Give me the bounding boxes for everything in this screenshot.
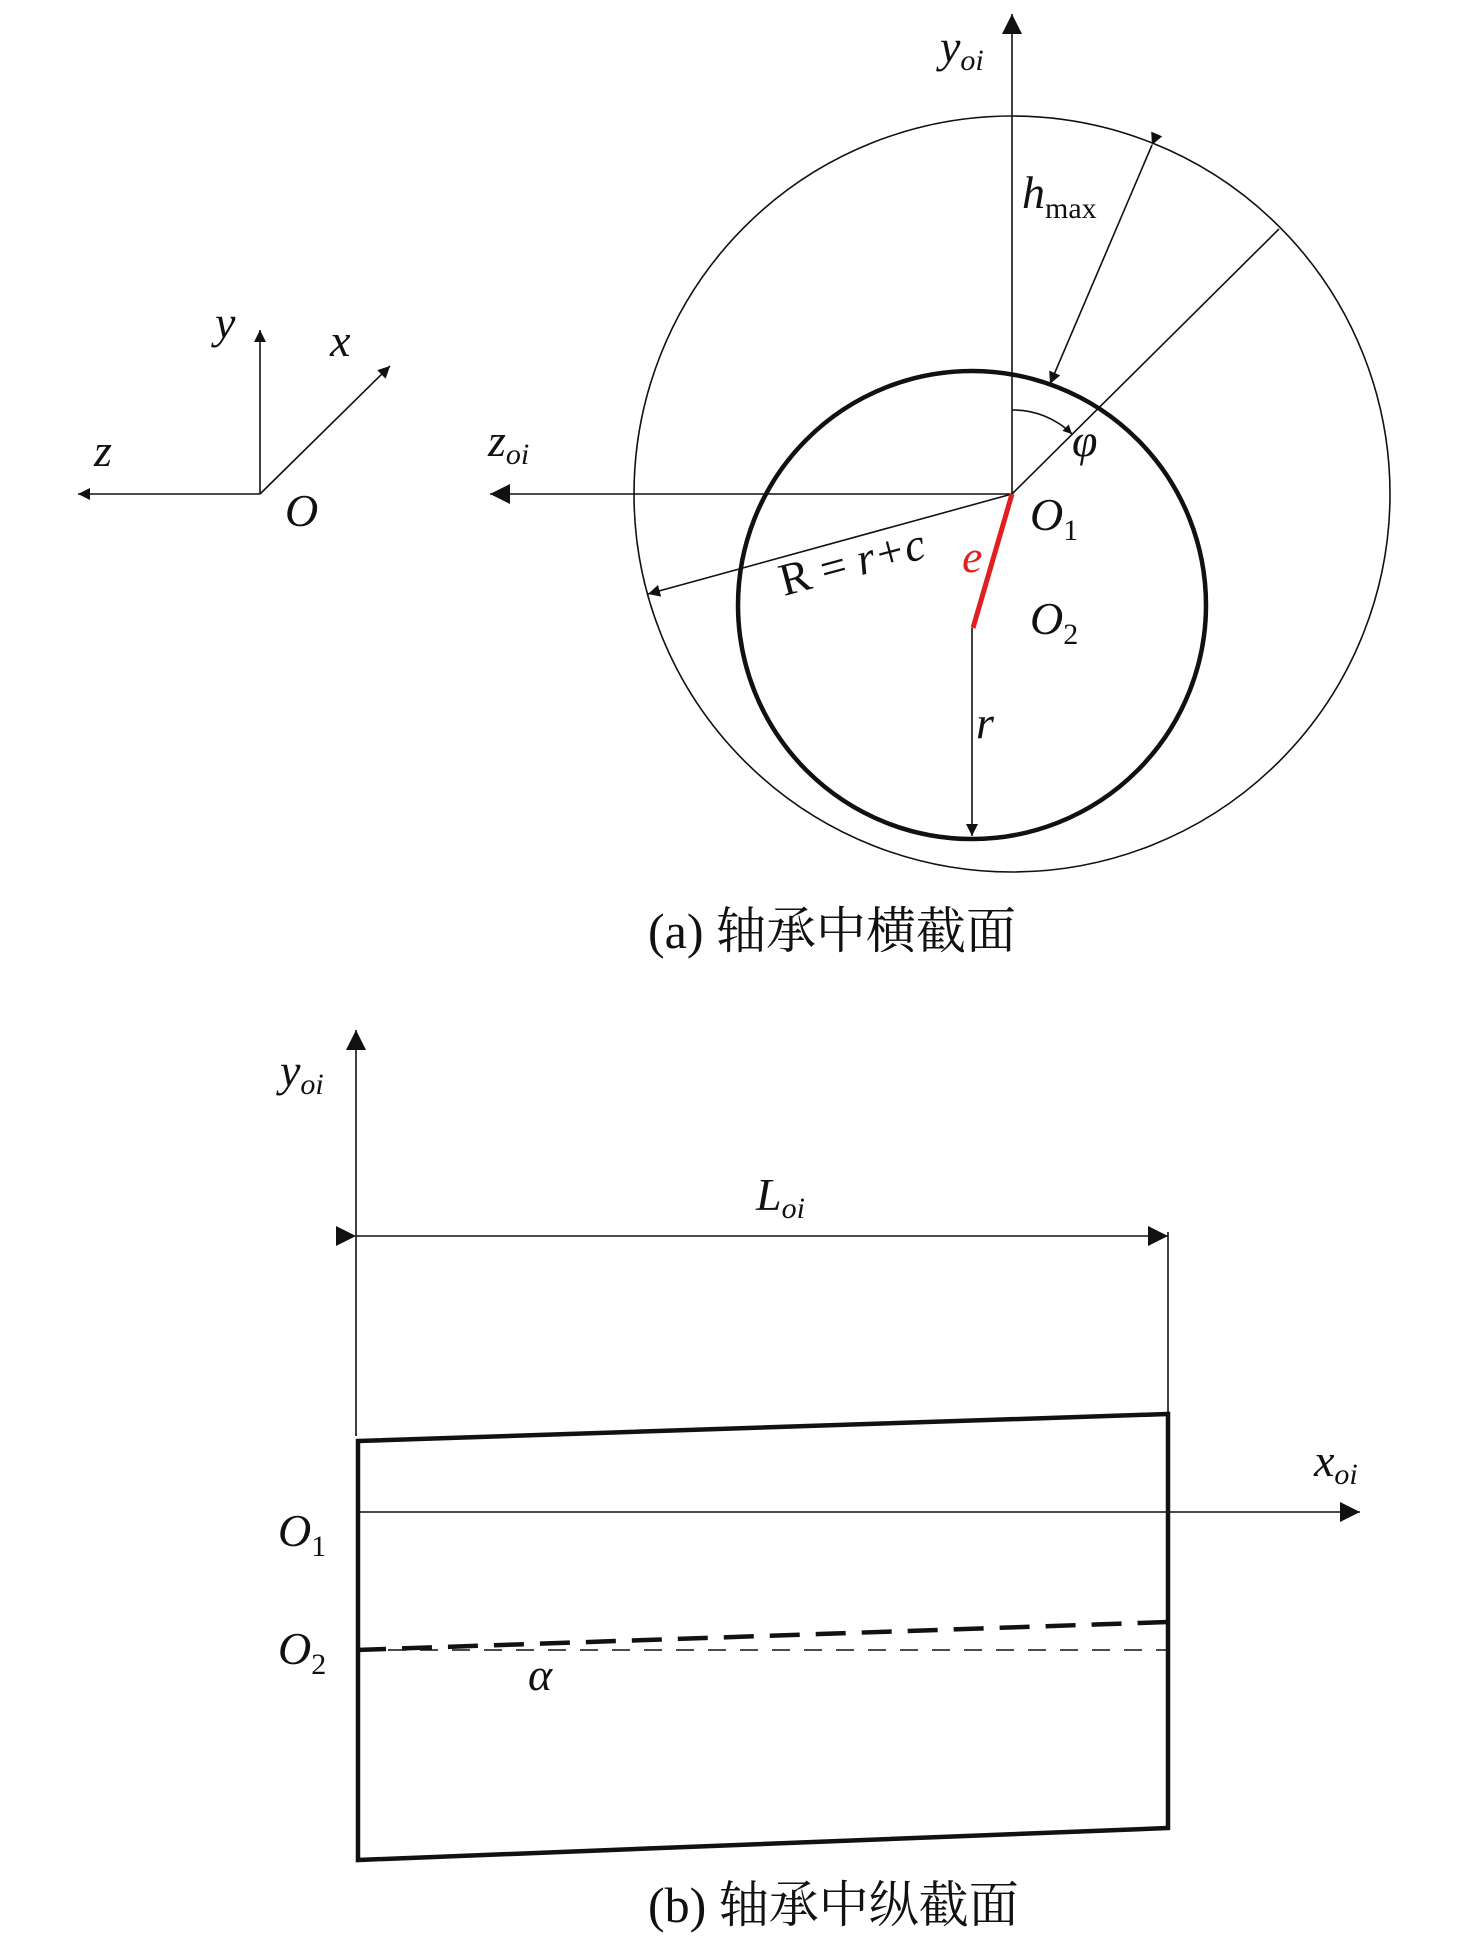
local-z-label: zoi bbox=[488, 415, 530, 471]
tilted-journal-outline bbox=[358, 1414, 1168, 1860]
journal-radius-label: r bbox=[976, 697, 994, 748]
panel-a-cross-section bbox=[78, 14, 1390, 959]
center-o1-label: $O_1$ bbox=[1030, 489, 1079, 547]
global-origin-label: O bbox=[285, 485, 319, 536]
hmax-label: $h_{max}$ bbox=[1022, 167, 1097, 225]
panel-a-caption: (a) 轴承中横截面 bbox=[648, 903, 1016, 959]
phi-angle-arc bbox=[1012, 410, 1072, 434]
eccentricity-label: e bbox=[962, 531, 983, 582]
local-y-label-b: yoi bbox=[280, 1045, 324, 1101]
global-coordinate-frame bbox=[78, 297, 390, 536]
hmax-dimension-arrow bbox=[1050, 145, 1152, 384]
local-x-label-b: xoi bbox=[1314, 1435, 1358, 1491]
center-o1-label-b: $O_1$ bbox=[278, 1505, 327, 1563]
global-x-axis bbox=[260, 366, 390, 494]
tilt-angle-alpha-label: α bbox=[528, 1649, 553, 1700]
tilted-journal-axis-line bbox=[356, 1622, 1168, 1650]
global-y-label: y bbox=[215, 297, 236, 348]
panel-b-longitudinal-section bbox=[276, 1030, 1360, 1933]
global-x-label: x bbox=[330, 315, 351, 366]
center-o2-label-b: $O_2$ bbox=[278, 1623, 327, 1681]
bearing-radius-label: R = r+c bbox=[773, 517, 931, 606]
panel-b-caption: (b) 轴承中纵截面 bbox=[648, 1877, 1019, 1933]
phi-radial-line bbox=[1012, 229, 1279, 494]
center-o2-label: $O_2$ bbox=[1030, 593, 1079, 651]
local-y-label: yoi bbox=[940, 21, 984, 77]
phi-label: φ bbox=[1072, 415, 1098, 466]
length-label: Loi bbox=[756, 1169, 805, 1225]
global-z-label: z bbox=[94, 425, 112, 476]
